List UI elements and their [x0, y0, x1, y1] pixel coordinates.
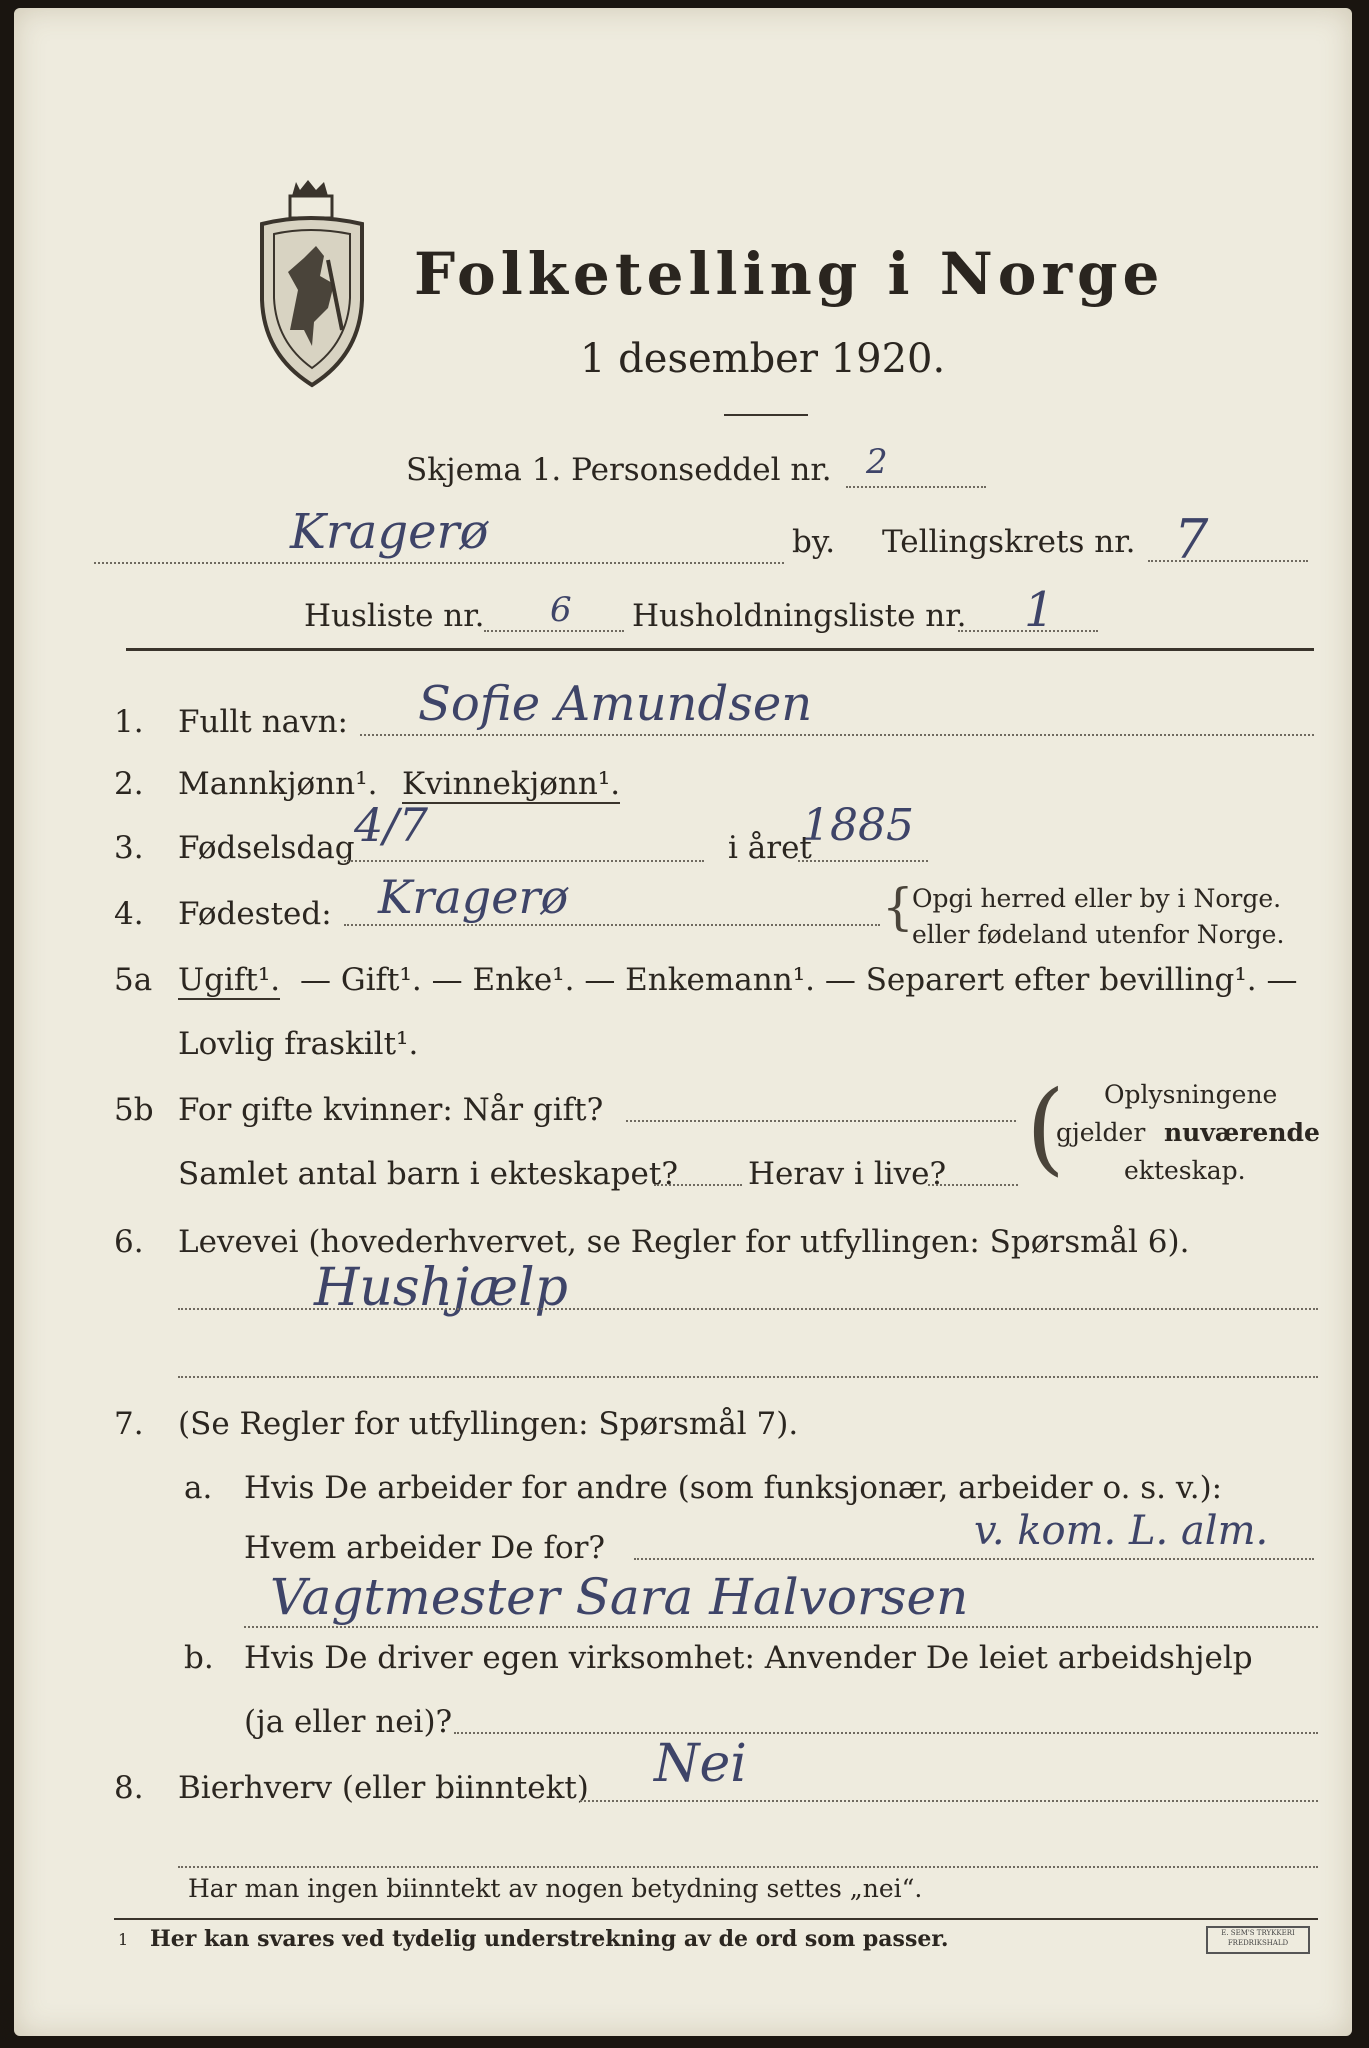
q3-line — [344, 860, 704, 862]
q7a-employer-label: Hvem arbeider De for? — [244, 1530, 606, 1566]
q7a-line-1 — [634, 1558, 1314, 1560]
q5b-label: For gifte kvinner: Når gift? — [178, 1092, 604, 1128]
birth-year-value[interactable]: 1885 — [802, 800, 914, 851]
q5b-note-2a: gjelder — [1056, 1118, 1146, 1147]
marital-ugift-option[interactable]: Ugift¹. — [178, 962, 281, 998]
q5b-note-2b: nuværende — [1164, 1118, 1320, 1147]
q6-line-1 — [178, 1308, 1318, 1310]
q7a-letter: a. — [184, 1470, 213, 1506]
q2-number: 2. — [114, 766, 144, 802]
q8-line-2 — [178, 1866, 1318, 1868]
birthday-value[interactable]: 4/7 — [354, 798, 429, 852]
side-income-value[interactable]: Nei — [654, 1734, 747, 1794]
q5b-brace: ( — [1026, 1069, 1066, 1186]
q7-label: (Se Regler for utfyllingen: Spørsmål 7). — [178, 1406, 799, 1442]
occupation-value[interactable]: Hushjælp — [314, 1258, 568, 1318]
skjema-label: Skjema 1. Personseddel nr. — [406, 452, 832, 488]
tellingskrets-label: Tellingskrets nr. — [882, 524, 1136, 560]
q7-number: 7. — [114, 1406, 144, 1442]
q5b-note-3: ekteskap. — [1124, 1156, 1246, 1185]
gender-female-option[interactable]: Kvinnekjønn¹. — [402, 766, 621, 802]
place-line — [94, 562, 784, 564]
q7a-label: Hvis De arbeider for andre (som funksjonær, arbeider o. s. v.): — [244, 1470, 1223, 1506]
husliste-value[interactable]: 6 — [550, 590, 572, 630]
husliste-label: Husliste nr. — [304, 598, 485, 634]
q8-label: Bierhverv (eller biinntekt) — [178, 1770, 589, 1806]
q7b-label: Hvis De driver egen virksomhet: Anvender De leiet arbeidshjelp — [244, 1640, 1253, 1676]
marital-other-options[interactable]: — Gift¹. — Enke¹. — Enkemann¹. — Separert efter bevilling¹. — — [300, 962, 1298, 998]
q6-number: 6. — [114, 1224, 144, 1260]
printer-stamp: E. SEM'S TRYKKERI FREDRIKSHALD — [1206, 1926, 1310, 1954]
q4-line — [344, 924, 880, 926]
norwegian-coat-of-arms-icon — [250, 180, 380, 390]
q4-label: Fødested: — [178, 896, 332, 932]
q6-label: Levevei (hovederhvervet, se Regler for utfyllingen: Spørsmål 6). — [178, 1224, 1190, 1260]
census-date: 1 desember 1920. — [580, 336, 946, 382]
header-divider — [126, 648, 1314, 651]
q4-brace: { — [882, 878, 914, 936]
q5b-alive-label: Herav i live? — [748, 1156, 947, 1192]
gender-male-option[interactable]: Mannkjønn¹. — [178, 766, 378, 802]
q1-label: Fullt navn: — [178, 704, 348, 740]
footnote-divider — [114, 1918, 1318, 1920]
q7b-label-2: (ja eller nei)? — [244, 1704, 453, 1740]
q4-note-1: Opgi herred eller by i Norge. — [912, 884, 1282, 913]
q5b-number: 5b — [114, 1092, 154, 1128]
census-form-page — [14, 8, 1352, 2036]
q5b-children-label: Samlet antal barn i ekteskapet? — [178, 1156, 678, 1192]
q5a-number: 5a — [114, 962, 153, 998]
q7b-letter: b. — [184, 1640, 214, 1676]
by-label: by. — [792, 524, 836, 560]
skjema-line — [846, 486, 986, 488]
tellingskrets-line — [1148, 560, 1308, 562]
q5b-note-1: Oplysningene — [1104, 1080, 1278, 1109]
q1-number: 1. — [114, 704, 144, 740]
husliste-line — [484, 630, 624, 632]
q8-line — [580, 1800, 1318, 1802]
place-value[interactable]: Kragerø — [290, 504, 489, 560]
skjema-value[interactable]: 2 — [866, 442, 888, 482]
q8-note: Har man ingen biinntekt av nogen betydning settes „nei“. — [188, 1874, 923, 1903]
employer-note-value[interactable]: v. kom. L. alm. — [974, 1508, 1269, 1554]
q3-year-line — [798, 860, 928, 862]
tellingskrets-value[interactable]: 7 — [1174, 508, 1209, 571]
q3-label: Fødselsdag — [178, 830, 355, 866]
q4-note-2: eller fødeland utenfor Norge. — [912, 920, 1285, 949]
footnote-text: Her kan svares ved tydelig understrekning av de ord som passer. — [150, 1926, 949, 1952]
q5b-married-line — [626, 1120, 1016, 1122]
q6-line-2 — [178, 1376, 1318, 1378]
page-title: Folketelling i Norge — [414, 240, 1165, 308]
footnote-mark: 1 — [118, 1930, 129, 1949]
q4-number: 4. — [114, 896, 144, 932]
q7b-line — [454, 1732, 1318, 1734]
q7a-line-2 — [244, 1626, 1318, 1628]
q3-year-label: i året — [728, 830, 812, 866]
q5b-alive-line — [928, 1184, 1018, 1186]
birthplace-value[interactable]: Kragerø — [378, 870, 569, 924]
q8-number: 8. — [114, 1770, 144, 1806]
q1-line — [360, 734, 1314, 736]
husholdningsliste-label: Husholdningsliste nr. — [632, 598, 967, 634]
employer-value[interactable]: Vagtmester Sara Halvorsen — [270, 1568, 969, 1626]
q3-number: 3. — [114, 830, 144, 866]
husholdningsliste-value[interactable]: 1 — [1024, 582, 1055, 638]
q5b-children-line — [654, 1184, 742, 1186]
title-divider — [724, 414, 808, 416]
full-name-value[interactable]: Sofie Amundsen — [418, 676, 813, 732]
marital-fraskilt-option[interactable]: Lovlig fraskilt¹. — [178, 1026, 419, 1062]
